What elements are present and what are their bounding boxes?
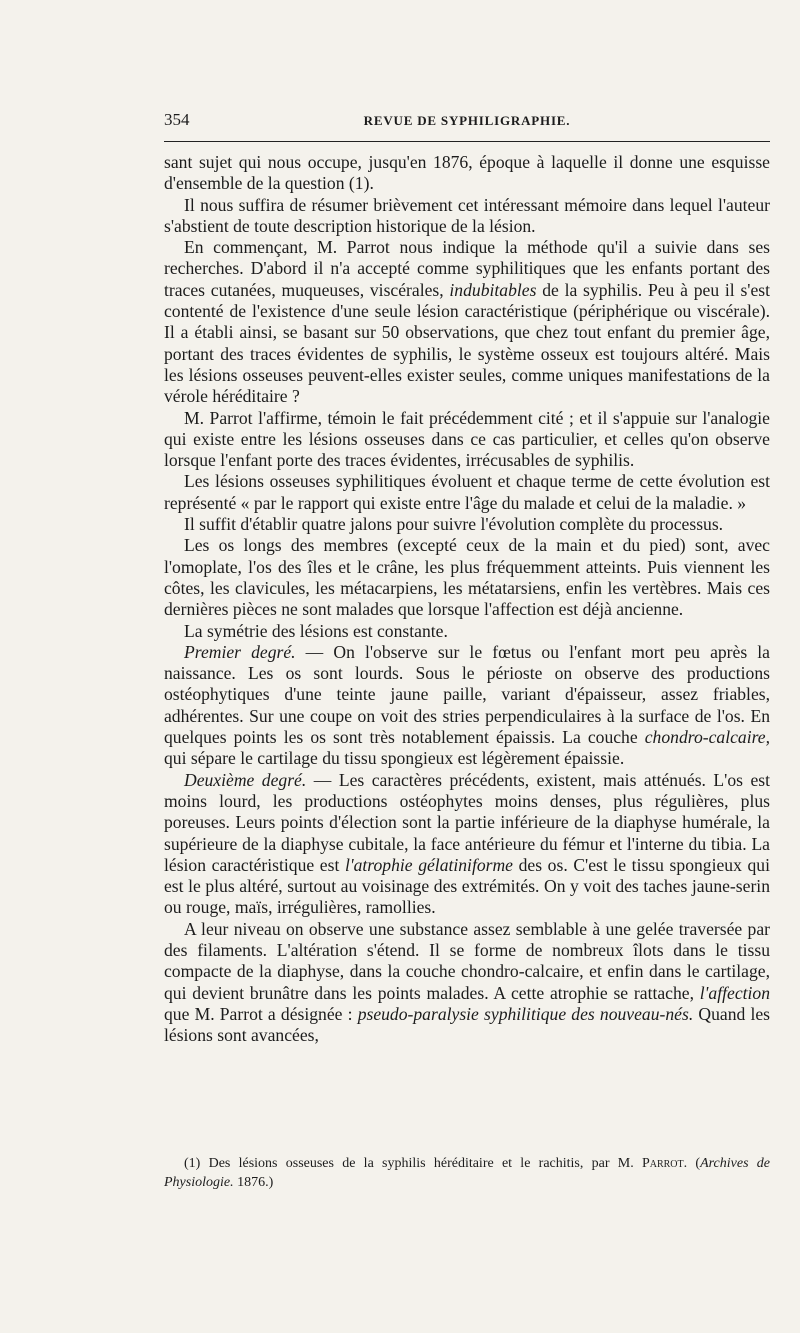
page-header <box>164 110 770 136</box>
page-number: 354 <box>164 110 190 129</box>
emphasis: l'atrophie gélatiniforme <box>344 854 513 875</box>
header-rule <box>164 141 770 142</box>
paragraph: En commençant, M. Parrot nous indique la méthode qu'il a suivie dans ses recherches. D'abord il n'a accepté comme syphilitiques que les enfants portant des traces cutanées, muqueuses, viscérales, indubitables de la syphilis. Peu à peu il s'est contenté de l'existence d'une seule lésion caractéristique (périphérique ou viscérale). Il a établi ainsi, se basant sur 50 observations, que chez tout enfant du premier âge, portant des traces évidentes de syphilis, le système osseux est toujours altéré. Mais les lésions osseuses peuvent-elles exister seules, comme uniques manifestations de la vérole héréditaire ? <box>164 237 770 407</box>
paragraph: A leur niveau on observe une substance assez semblable à une gelée traversée par des filaments. L'altération s'étend. Il se forme de nombreux îlots dans le tissu compacte de la diaphyse, dans la couche chondro-calcaire, et enfin dans le cartilage, qui devient brunâtre dans les points malades. A cette atrophie se rattache, l'affection que M. Parrot a désignée : pseudo-paralysie syphilitique des nouveau-nés. Quand les lésions sont avancées, <box>164 918 770 1046</box>
footnote-journal: Archives de Physiologie. <box>164 1156 770 1190</box>
emphasis: chondro-calcaire, <box>644 727 770 748</box>
paragraph: sant sujet qui nous occupe, jusqu'en 1876, époque à laquelle il donne une esquisse d'ensemble de la question (1). <box>164 152 770 194</box>
paragraph: Il suffit d'établir quatre jalons pour suivre l'évolution complète du processus. <box>184 514 724 535</box>
paragraph: Les os longs des membres (excepté ceux de la main et du pied) sont, avec l'omoplate, l'os des îles et le crâne, les plus fréquemment atteints. Puis viennent les côtes, les clavicules, les métacarpiens, les métatarsiens, enfin les vertèbres. Mais ces dernières pièces ne sont malades que lorsque l'affection est déjà ancienne. <box>164 535 770 620</box>
paragraph: Il nous suffira de résumer brièvement cet intéressant mémoire dans lequel l'auteur s'abstient de toute description historique de la lésion. <box>164 194 770 236</box>
emphasis: indubitables <box>449 279 537 300</box>
body-text <box>164 152 770 1046</box>
paragraph: Deuxième degré. — Les caractères précédents, existent, mais atténués. L'os est moins lourd, les productions ostéophytes moins denses, plus régulières, plus poreuses. Leurs points d'élection sont la partie inférieure de la diaphyse humérale, la supérieure de la diaphyse cubitale, la face antérieure du fémur et l'interne du tibia. La lésion caractéristique est l'atrophie gélatiniforme des os. C'est le tissu spongieux qui est le plus altéré, surtout au voisinage des extrémités. On y voit des taches jaune-serin ou rouge, maïs, irrégulières, ramollies. <box>164 769 771 918</box>
paragraph: Premier degré. — On l'observe sur le fœtus ou l'enfant mort peu après la naissance. Les os sont lourds. Sous le périoste on observe des productions ostéophytiques d'une teinte jaune paille, variant d'épaisseur, assez friables, adhérentes. Sur une coupe on voit des stries perpendiculaires à la surface de l'os. En quelques points les os sont très notablement épaissis. La couche chondro-calcaire, qui sépare le cartilage du tissu spongieux est légèrement épaissie. <box>164 641 770 769</box>
running-title: REVUE DE SYPHILIGRAPHIE. <box>363 113 571 128</box>
paragraph: La symétrie des lésions est constante. <box>184 620 448 641</box>
footnote: (1) Des lésions osseuses de la syphilis héréditaire et le rachitis, par M. Parrot. (Archives de Physiologie. 1876.) <box>164 1156 770 1190</box>
section-heading: Deuxième degré. <box>184 769 307 790</box>
emphasis: pseudo-paralysie syphilitique des nouveau-nés. <box>357 1003 694 1024</box>
paragraph: Les lésions osseuses syphilitiques évoluent et chaque terme de cette évolution est représenté « par le rapport qui existe entre l'âge du malade et celui de la maladie. » <box>164 471 770 513</box>
emphasis: l'affection <box>699 982 770 1003</box>
footnote-marker: (1) <box>184 1156 201 1171</box>
section-heading: Premier degré. <box>184 641 296 662</box>
footnote-author: Parrot <box>641 1156 684 1171</box>
paragraph: M. Parrot l'affirme, témoin le fait précédemment cité ; et il s'appuie sur l'analogie qui existe entre les lésions osseuses dans ce cas particulier, et celles qu'on observe lorsque l'enfant porte des traces évidentes, irrécusables de syphilis. <box>164 407 770 471</box>
